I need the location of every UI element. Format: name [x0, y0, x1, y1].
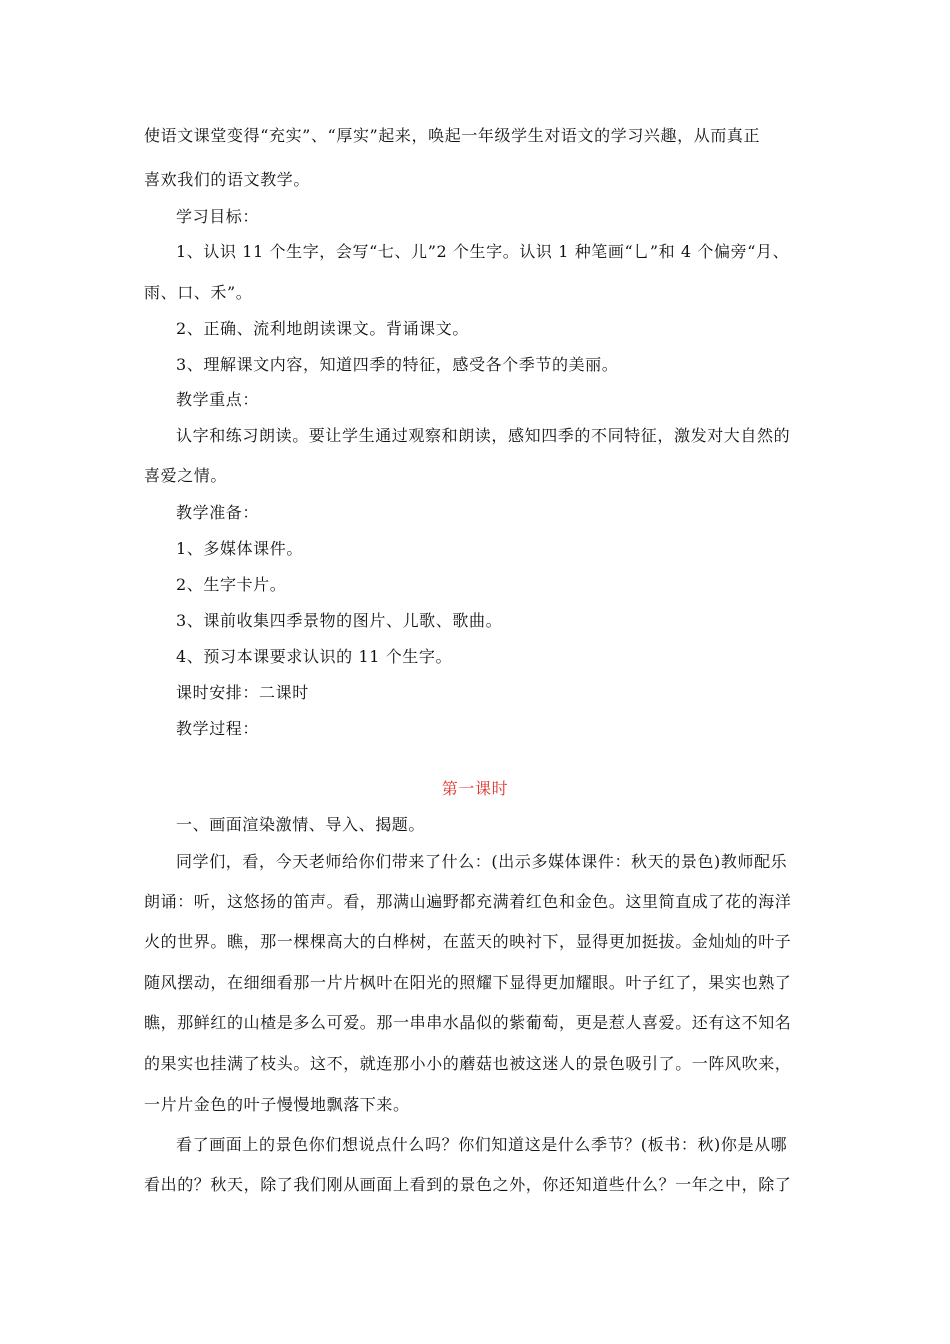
section-label: 课时安排：二课时 [176, 683, 309, 702]
list-item: 3、理解课文内容，知道四季的特征，感受各个季节的美丽。 [176, 355, 619, 374]
list-item: 4、预习本课要求认识的 11 个生字。 [176, 647, 453, 666]
section-label: 教学过程： [176, 719, 260, 738]
paragraph-line: 瞧，那鲜红的山楂是多么可爱。那一串串水晶似的紫葡萄，更是惹人喜爱。还有这不知名 [144, 1013, 792, 1032]
paragraph-line: 的果实也挂满了枝头。这不，就连那小小的蘑菇也被这迷人的景色吸引了。一阵风吹来， [144, 1054, 792, 1073]
paragraph-line: 喜爱之情。 [144, 466, 228, 485]
paragraph-line: 认字和练习朗读。要让学生通过观察和朗读，感知四季的不同特征，激发对大自然的 [176, 426, 791, 445]
paragraph-line: 看出的？秋天，除了我们刚从画面上看到的景色之外，你还知道些什么？一年之中，除了 [144, 1175, 792, 1194]
paragraph-line: 看了画面上的景色你们想说点什么吗？你们知道这是什么季节？(板书：秋)你是从哪 [176, 1135, 788, 1154]
lesson-heading: 第一课时 [441, 779, 509, 798]
paragraph-line: 随风摆动，在细细看那一片片枫叶在阳光的照耀下显得更加耀眼。叶子红了，果实也熟了 [144, 973, 792, 992]
list-item-continuation: 雨、口、禾”。 [144, 283, 253, 302]
section-label: 一、画面渲染激情、导入、揭题。 [176, 815, 426, 834]
paragraph-line: 同学们，看，今天老师给你们带来了什么：(出示多媒体课件：秋天的景色)教师配乐 [176, 852, 788, 871]
paragraph-line: 使语文课堂变得“充实”、“厚实”起来，唤起一年级学生对语文的学习兴趣，从而真正 [144, 126, 761, 145]
list-item: 1、多媒体课件。 [176, 539, 303, 558]
section-label: 教学重点： [176, 390, 260, 409]
paragraph-line: 一片片金色的叶子慢慢地飘落下来。 [144, 1095, 410, 1114]
paragraph-line: 火的世界。瞧，那一棵棵高大的白桦树，在蓝天的映衬下，显得更加挺拔。金灿灿的叶子 [144, 932, 792, 951]
section-label: 教学准备： [176, 503, 260, 522]
section-label: 学习目标： [176, 207, 260, 226]
list-item: 1、认识 11 个生字，会写“七、儿”2 个生字。认识 1 种笔画“乚”和 4 个偏旁“月、 [176, 242, 790, 261]
list-item: 2、正确、流利地朗读课文。背诵课文。 [176, 319, 469, 338]
paragraph-line: 喜欢我们的语文教学。 [144, 170, 311, 189]
paragraph-line: 朗诵：听，这悠扬的笛声。看，那满山遍野都充满着红色和金色。这里简直成了花的海洋 [144, 892, 792, 911]
list-item: 2、生字卡片。 [176, 575, 287, 594]
list-item: 3、课前收集四季景物的图片、儿歌、歌曲。 [176, 611, 503, 630]
